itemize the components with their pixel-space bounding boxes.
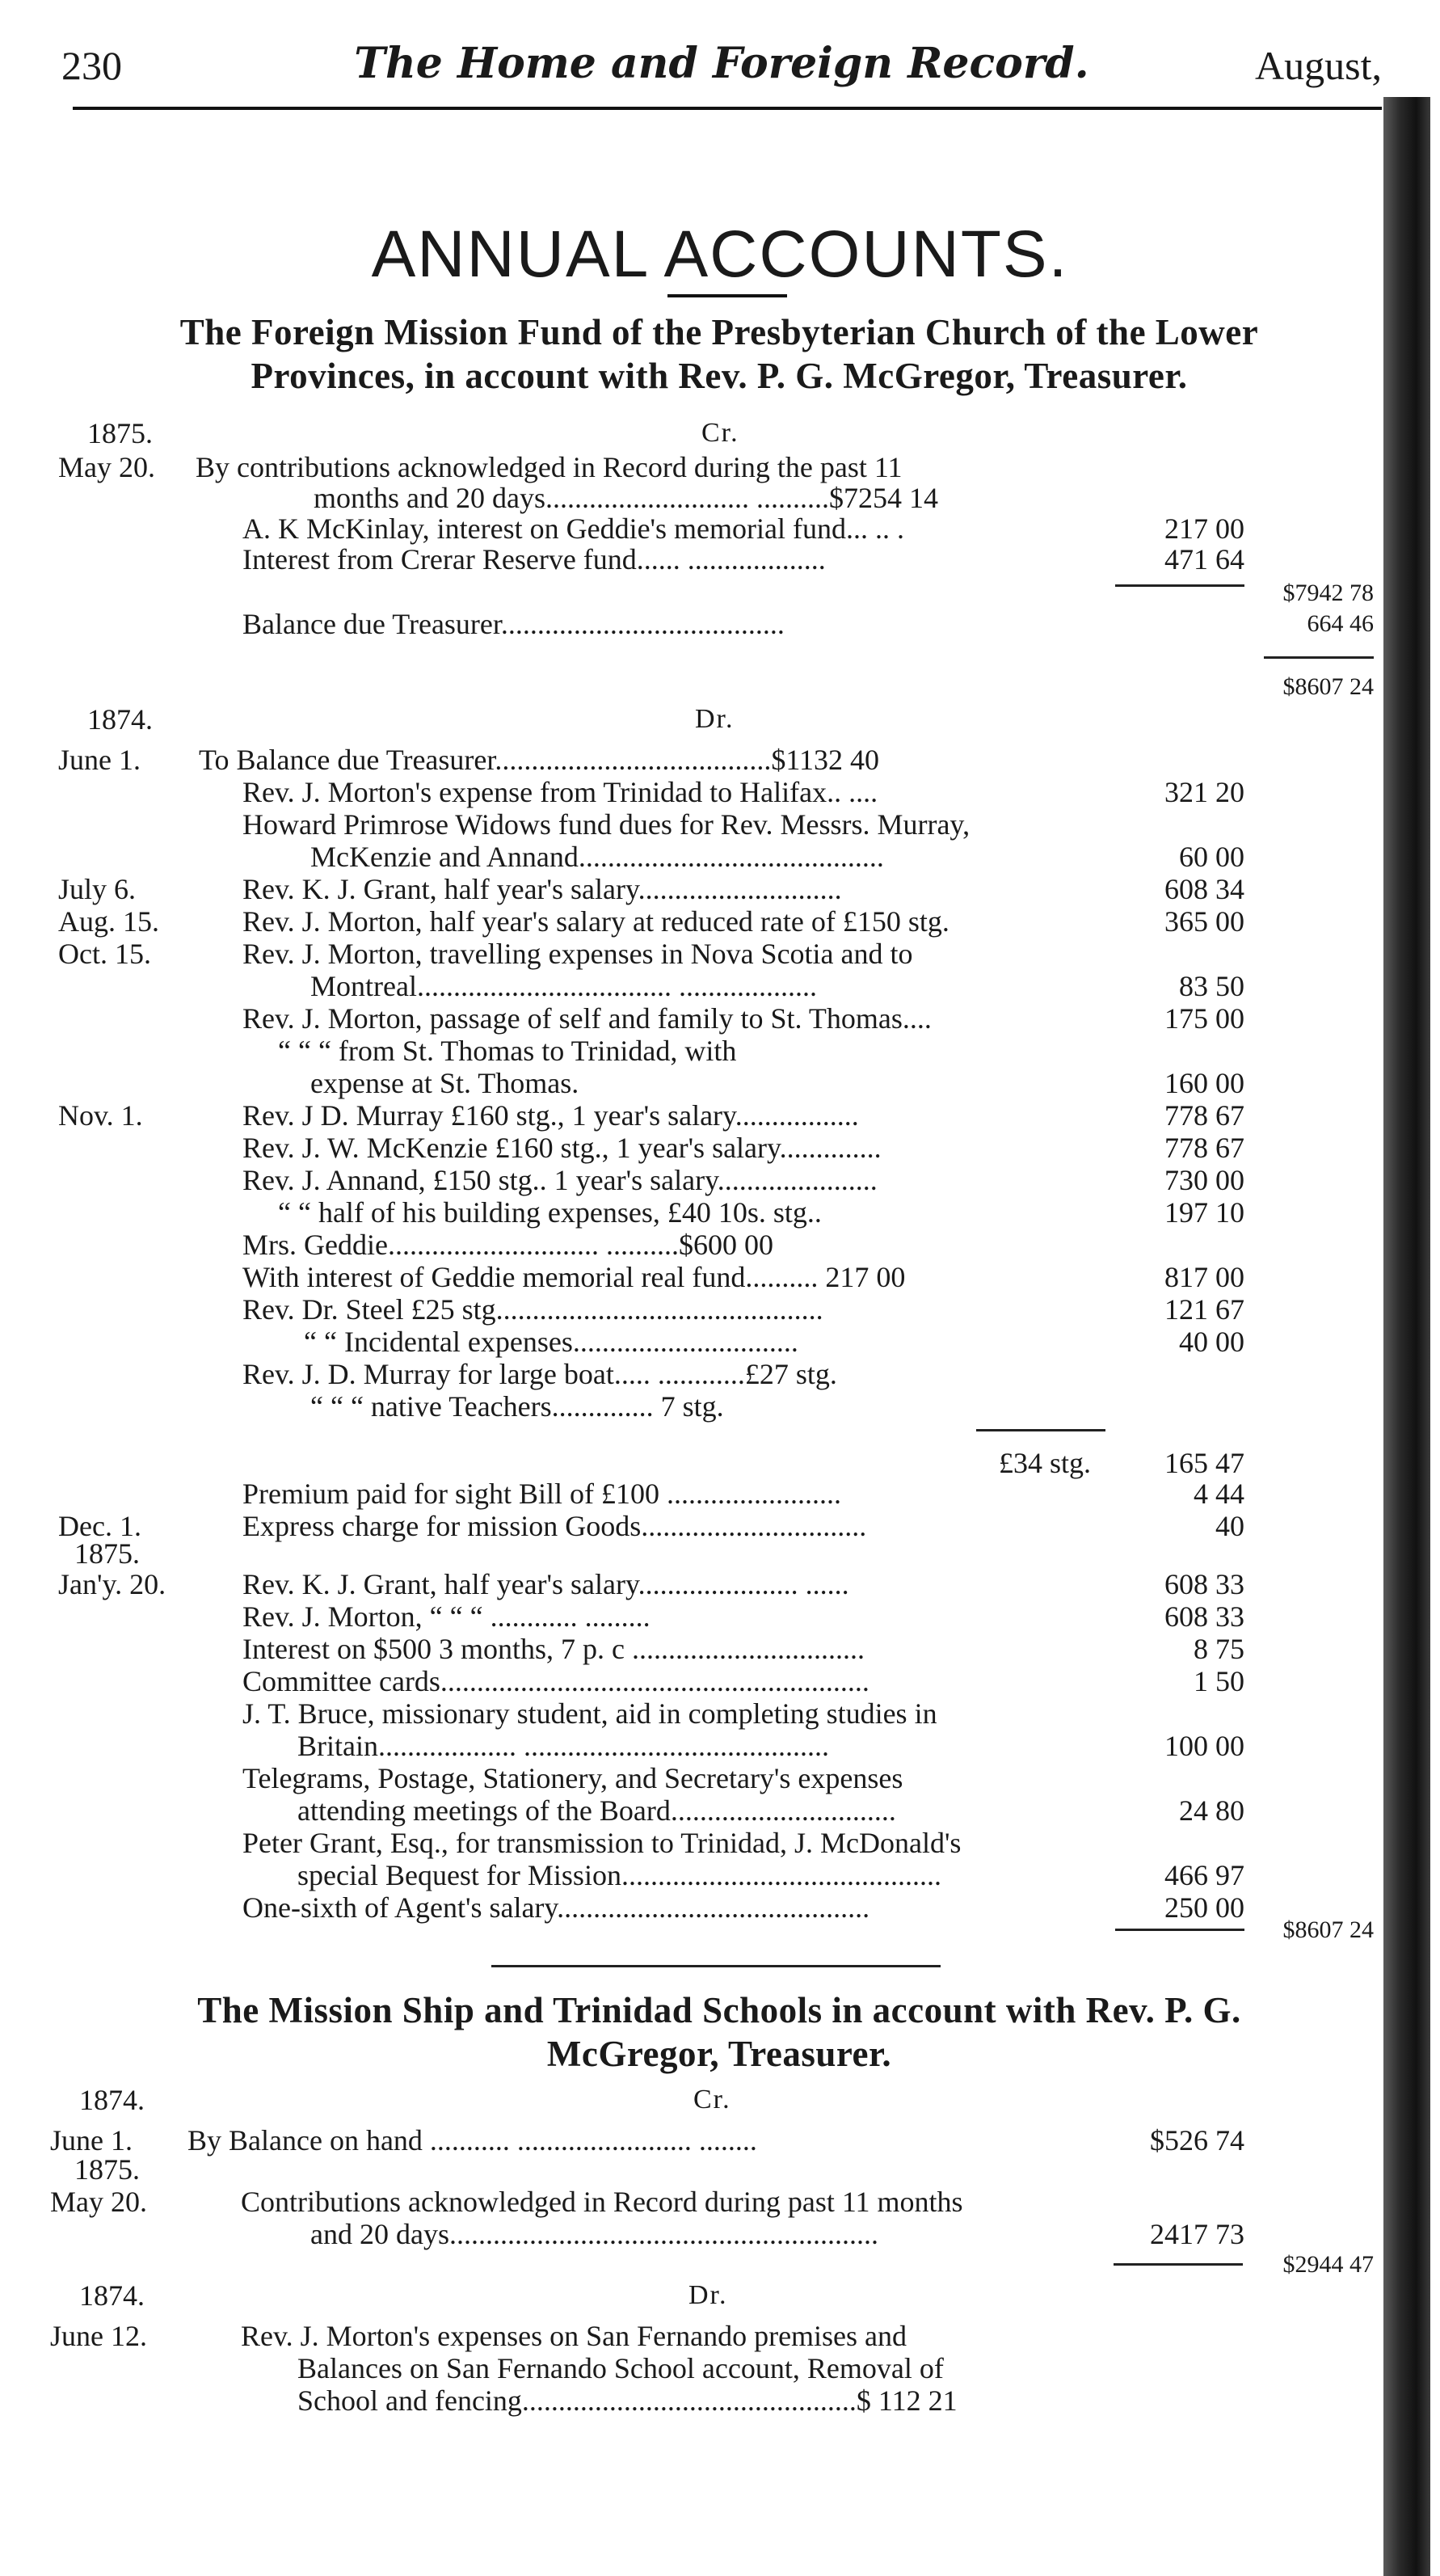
cr-entry-date: May 20.: [58, 451, 155, 483]
dr-entry-amount: 608 33: [1164, 1568, 1244, 1600]
dr-entry-text: With interest of Geddie memorial real fund.......... 217 00: [242, 1261, 906, 1293]
dr-total-rule: [1115, 1929, 1244, 1931]
cr-entry-text: months and 20 days............................ ..........$7254 14: [314, 482, 938, 514]
dr-entry-date: Aug. 15.: [58, 905, 159, 938]
cr-entry-amount: 217 00: [1164, 512, 1244, 545]
dr-entry-amount: 250 00: [1164, 1891, 1244, 1924]
dr-entry-text: Interest on $500 3 months, 7 p. c ................................: [242, 1633, 865, 1665]
ms-dr-text: Balances on San Fernando School account, Removal of: [297, 2352, 944, 2384]
dr-entry-text: Rev. J. D. Murray for large boat..... ............£27 stg.: [242, 1358, 837, 1390]
cr-entry-amount: 471 64: [1164, 543, 1244, 575]
ms-dr-text: Rev. J. Morton's expenses on San Fernando premises and: [241, 2320, 907, 2352]
dr-entry-text: Rev. K. J. Grant, half year's salary...................... ......: [242, 1568, 849, 1600]
subtotal-rule: [1115, 584, 1244, 587]
dr-entry-amount: 100 00: [1164, 1730, 1244, 1762]
dr-entry-amount: 365 00: [1164, 905, 1244, 938]
dr-entry-text: Rev. J D. Murray £160 stg., 1 year's salary.................: [242, 1099, 859, 1132]
dr-entry-text: Rev. J. Morton's expense from Trinidad to Halifax.. ....: [242, 776, 878, 808]
cr-entry-text: By contributions acknowledged in Record during the past 11: [196, 451, 903, 483]
dr-entry-amount: 730 00: [1164, 1164, 1244, 1196]
ms-entry-date: May 20.: [50, 2186, 147, 2218]
dr-entry-date: July 6.: [58, 873, 137, 905]
dr-entry-amount: 608 34: [1164, 873, 1244, 905]
foreign-mission-heading-line2: Provinces, in account with Rev. P. G. McGregor, Treasurer.: [251, 356, 1188, 396]
dr-entry-text: Rev. Dr. Steel £25 stg.............................................: [242, 1293, 823, 1326]
dr-label: Dr.: [695, 704, 735, 734]
dr-entry-text: Mrs. Geddie............................. ..........$600 00: [242, 1229, 773, 1261]
ms-dr-text: School and fencing..............................................$ 112 21: [297, 2384, 958, 2417]
ms-entry-date: 1875.: [74, 2153, 140, 2186]
dr-entry-text: Rev. J. Annand, £150 stg.. 1 year's salary......................: [242, 1164, 878, 1196]
section-divider: [491, 1965, 941, 1967]
dr-entry-text: “ “ “ native Teachers.............. 7 stg.: [310, 1390, 724, 1423]
foreign-mission-heading-line1: The Foreign Mission Fund of the Presbyterian Church of the Lower: [179, 312, 1259, 352]
dr-entry-date: 1875.: [74, 1537, 140, 1570]
dr-entry-text: Peter Grant, Esq., for transmission to Trinidad, J. McDonald's: [242, 1827, 962, 1859]
dr-entry-text: Howard Primrose Widows fund dues for Rev. Messrs. Murray,: [242, 808, 971, 841]
total-rule: [1264, 656, 1374, 659]
dr-entry-amount: 466 97: [1164, 1859, 1244, 1891]
page-header: [61, 36, 1382, 100]
balance-amount: 664 46: [1307, 610, 1374, 637]
dr-entry-date: Nov. 1.: [58, 1099, 143, 1132]
dr-entry-text: Britain................... ..........................................: [297, 1730, 829, 1762]
dr-entry-text: One-sixth of Agent's salary...........................................: [242, 1891, 870, 1924]
dr-entry-text: Rev. J. Morton, travelling expenses in Nova Scotia and to: [242, 938, 913, 970]
mission-ship-heading-line2: McGregor, Treasurer.: [546, 2034, 892, 2074]
dr-entry-date: June 1.: [58, 744, 141, 776]
dr-entry-text: Rev. J. Morton, half year's salary at reduced rate of £150 stg.: [242, 905, 949, 938]
dr-year: 1874.: [87, 703, 153, 736]
cr-entry-text: Interest from Crerar Reserve fund...... ...................: [242, 543, 826, 575]
stg-amount: 165 47: [1164, 1447, 1244, 1479]
ms-cr-year: 1874.: [79, 2084, 145, 2116]
dr-entry-text: “ “ Incidental expenses...............................: [304, 1326, 798, 1358]
ms-dr-date: June 12.: [50, 2320, 147, 2352]
dr-entry-text: expense at St. Thomas.: [310, 1067, 579, 1099]
dr-entry-text: special Bequest for Mission............................................: [297, 1859, 941, 1891]
ms-entry-text: By Balance on hand ........... ........................ ........: [187, 2124, 757, 2157]
cr-subtotal: $7942 78: [1282, 580, 1374, 606]
ms-dr-label: Dr.: [688, 2280, 728, 2310]
ms-entry-text: Contributions acknowledged in Record during past 11 months: [241, 2186, 963, 2218]
ms-entry-text: and 20 days...........................................................: [310, 2218, 878, 2250]
ms-cr-total: $2944 47: [1282, 2251, 1374, 2278]
ms-entry-date: June 1.: [50, 2124, 133, 2157]
ms-cr-label: Cr.: [693, 2085, 731, 2114]
main-title: ANNUAL ACCOUNTS.: [371, 217, 1069, 291]
ms-entry-amount: $526 74: [1150, 2124, 1244, 2157]
dr-entry-text: Telegrams, Postage, Stationery, and Secretary's expenses: [242, 1762, 903, 1794]
stg-total: £34 stg.: [999, 1447, 1092, 1479]
mission-ship-heading-line1: The Mission Ship and Trinidad Schools in account with Rev. P. G.: [197, 1990, 1241, 2030]
ms-dr-year: 1874.: [79, 2279, 145, 2312]
dr-entry-date: Jan'y. 20.: [58, 1568, 166, 1600]
dr-entry-text: Rev. K. J. Grant, half year's salary............................: [242, 873, 842, 905]
dr-entry-text: J. T. Bruce, missionary student, aid in completing studies in: [242, 1697, 937, 1730]
dr-entry-text: Committee cards...........................................................: [242, 1665, 869, 1697]
dr-entry-text: Rev. J. W. McKenzie £160 stg., 1 year's salary..............: [242, 1132, 882, 1164]
ms-total-rule: [1114, 2263, 1243, 2266]
dr-entry-text: McKenzie and Annand..........................................: [310, 841, 884, 873]
dr-entry-amount: 83 50: [1179, 970, 1244, 1002]
journal-title: The Home and Foreign Record.: [354, 39, 1089, 88]
dr-entry-amount: 8 75: [1194, 1633, 1244, 1665]
dr-entry-text: Rev. J. Morton, passage of self and family to St. Thomas....: [242, 1002, 932, 1035]
dr-entry-text: Montreal................................... ...................: [310, 970, 817, 1002]
dr-entry-text: “ “ half of his building expenses, £40 10s. stg..: [278, 1196, 822, 1229]
dr-entry-date: Dec. 1.: [58, 1510, 141, 1542]
dr-entry-amount: 1 50: [1194, 1665, 1244, 1697]
dr-entry-amount: 4 44: [1194, 1478, 1244, 1510]
cr-label: Cr.: [701, 418, 739, 448]
issue-month: August,: [1255, 43, 1382, 88]
dr-entry-amount: 778 67: [1164, 1132, 1244, 1164]
ms-entry-amount: 2417 73: [1150, 2218, 1244, 2250]
title-rule: [667, 294, 787, 297]
dr-entry-amount: 121 67: [1164, 1293, 1244, 1326]
dr-entry-amount: 160 00: [1164, 1067, 1244, 1099]
page-number: 230: [61, 43, 122, 88]
dr-entry-amount: 197 10: [1164, 1196, 1244, 1229]
dr-entry-amount: 778 67: [1164, 1099, 1244, 1132]
dr-entry-text: To Balance due Treasurer......................................$1132 40: [199, 744, 880, 776]
balance-text: Balance due Treasurer.......................................: [242, 608, 785, 640]
dr-entry-amount: 60 00: [1179, 841, 1244, 873]
page-edge-shadow: [1383, 97, 1430, 2576]
dr-entry-amount: 321 20: [1164, 776, 1244, 808]
dr-entry-amount: 817 00: [1164, 1261, 1244, 1293]
dr-entry-text: attending meetings of the Board...............................: [297, 1794, 896, 1827]
dr-entry-text: Rev. J. Morton, “ “ “ ............ .........: [242, 1600, 651, 1633]
cr-year: 1875.: [87, 417, 153, 449]
stg-rule: [976, 1429, 1105, 1431]
header-rule: [73, 107, 1382, 110]
cr-entry-text: A. K McKinlay, interest on Geddie's memorial fund... .. .: [242, 512, 904, 545]
dr-entry-date: Oct. 15.: [58, 938, 151, 970]
dr-entry-amount: 24 80: [1179, 1794, 1244, 1827]
dr-entry-text: Express charge for mission Goods...............................: [242, 1510, 867, 1542]
dr-entry-amount: 175 00: [1164, 1002, 1244, 1035]
dr-entry-text: Premium paid for sight Bill of £100 ........................: [242, 1478, 841, 1510]
dr-total: $8607 24: [1282, 1916, 1374, 1943]
dr-entry-amount: 40: [1215, 1510, 1244, 1542]
dr-entry-amount: 608 33: [1164, 1600, 1244, 1633]
cr-total: $8607 24: [1282, 673, 1374, 700]
dr-entry-text: “ “ “ from St. Thomas to Trinidad, with: [278, 1035, 737, 1067]
dr-entry-amount: 40 00: [1179, 1326, 1244, 1358]
